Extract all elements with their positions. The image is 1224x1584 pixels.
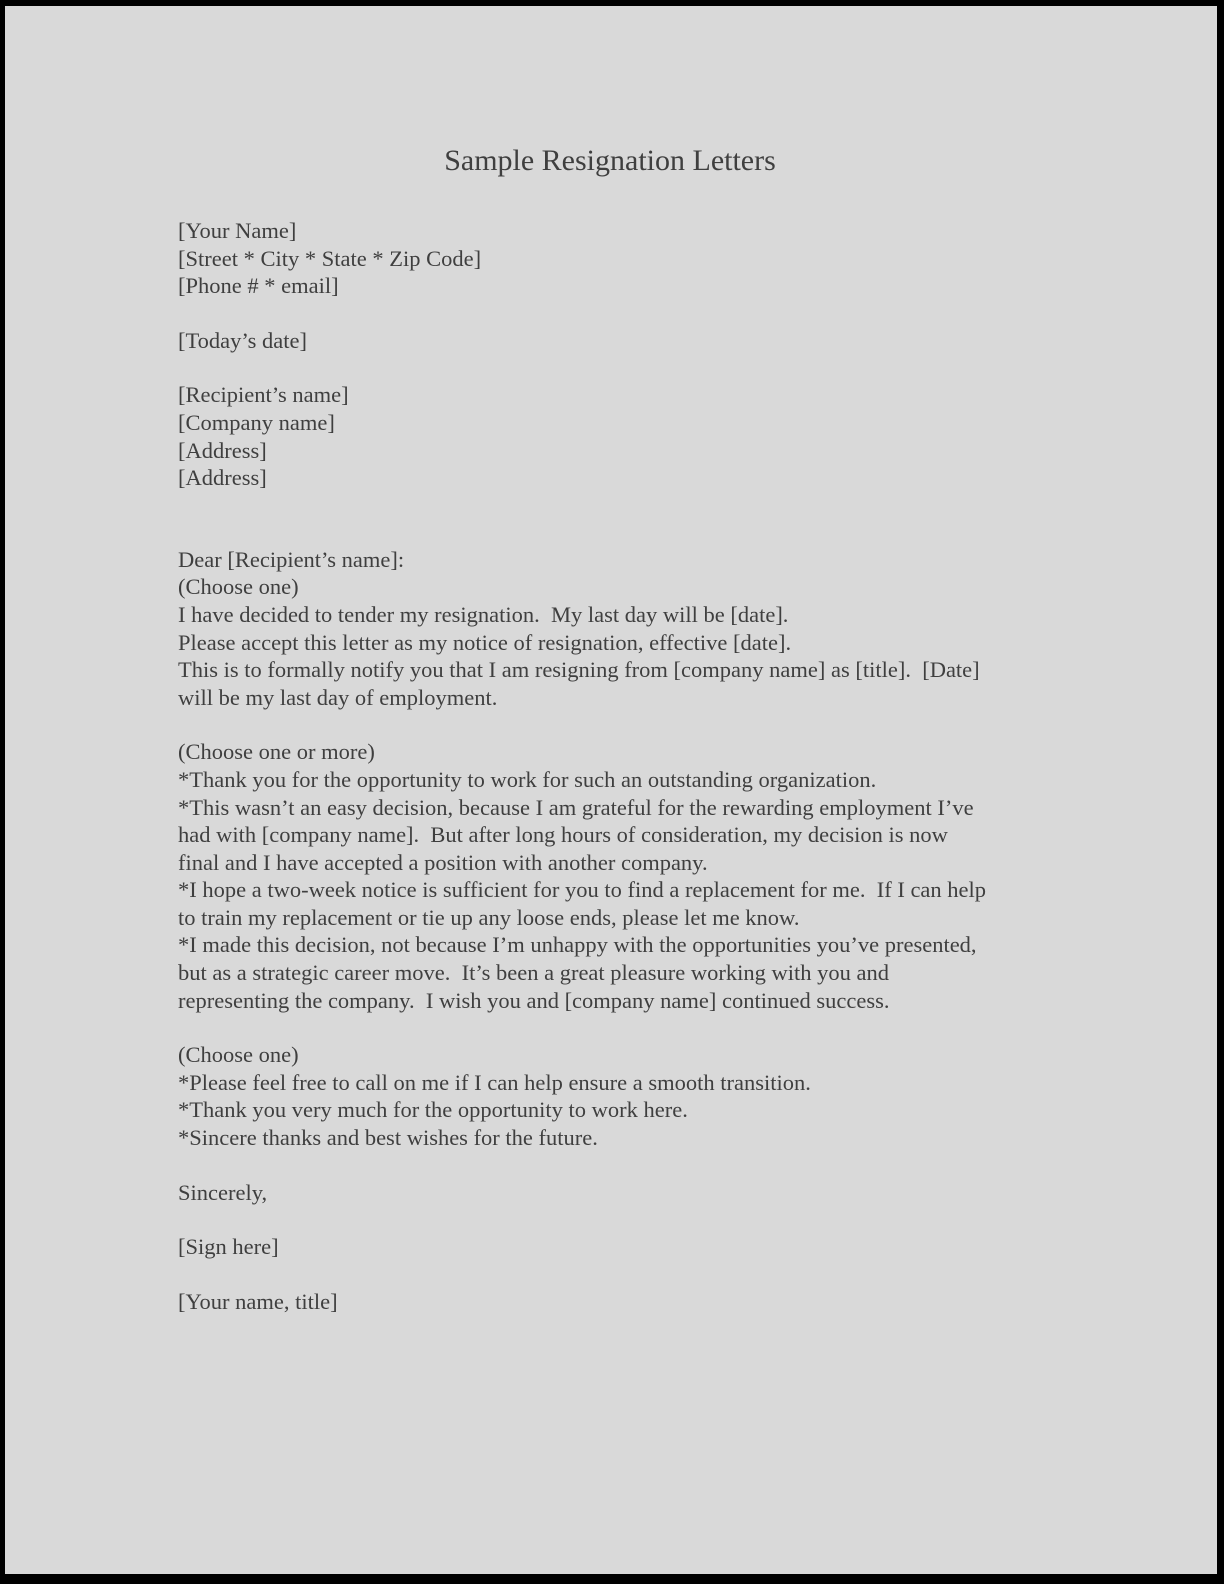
- body-line: *I hope a two-week notice is sufficient for you to find a replacement for me. If I can help: [178, 877, 987, 903]
- body-line: had with [company name]. But after long hours of consideration, my decision is now: [178, 822, 948, 848]
- sign-off: Sincerely,: [178, 1179, 268, 1205]
- recipient-company: [Company name]: [178, 409, 335, 435]
- closing-line: *Sincere thanks and best wishes for the future.: [178, 1125, 598, 1151]
- recipient-address-2: [Address]: [178, 465, 267, 491]
- body-line: *This wasn’t an easy decision, because I am grateful for the rewarding employment I’ve: [178, 794, 974, 820]
- body-line: but as a strategic career move. It’s been a great pleasure working with you and: [178, 960, 889, 986]
- closing-instruction: (Choose one): [178, 1042, 299, 1068]
- body-line: to train my replacement or tie up any loose ends, please let me know.: [178, 904, 800, 930]
- recipient-address-1: [Address]: [178, 437, 267, 463]
- closing-line: *Please feel free to call on me if I can help ensure a smooth transition.: [178, 1069, 811, 1095]
- document-title: Sample Resignation Letters: [444, 144, 776, 177]
- opening-line: I have decided to tender my resignation. My last day will be [date].: [178, 601, 789, 627]
- opening-line: will be my last day of employment.: [178, 684, 498, 710]
- opening-instruction: (Choose one): [178, 574, 299, 600]
- sender-address: [Street * City * State * Zip Code]: [178, 245, 482, 271]
- letter-date: [Today’s date]: [178, 327, 308, 353]
- opening-line: Please accept this letter as my notice of resignation, effective [date].: [178, 629, 792, 655]
- signature-placeholder: [Sign here]: [178, 1234, 279, 1260]
- body-instruction: (Choose one or more): [178, 739, 375, 765]
- signer-name-title: [Your name, title]: [178, 1288, 338, 1314]
- body-line: final and I have accepted a position with another company.: [178, 849, 708, 875]
- recipient-name: [Recipient’s name]: [178, 382, 349, 408]
- body-line: *Thank you for the opportunity to work for such an outstanding organization.: [178, 766, 877, 792]
- salutation: Dear [Recipient’s name]:: [178, 546, 405, 572]
- letter-body: [178, 217, 1058, 1315]
- opening-line: This is to formally notify you that I am resigning from [company name] as [title]. [Date]: [178, 657, 980, 683]
- sender-name: [Your Name]: [178, 218, 297, 243]
- body-line: *I made this decision, not because I’m unhappy with the opportunities you’ve presented,: [178, 932, 977, 958]
- body-line: representing the company. I wish you and [company name] continued success.: [178, 987, 890, 1013]
- sender-contact: [Phone # * email]: [178, 273, 339, 299]
- document-page: [5, 6, 1217, 1574]
- closing-line: *Thank you very much for the opportunity to work here.: [178, 1097, 688, 1123]
